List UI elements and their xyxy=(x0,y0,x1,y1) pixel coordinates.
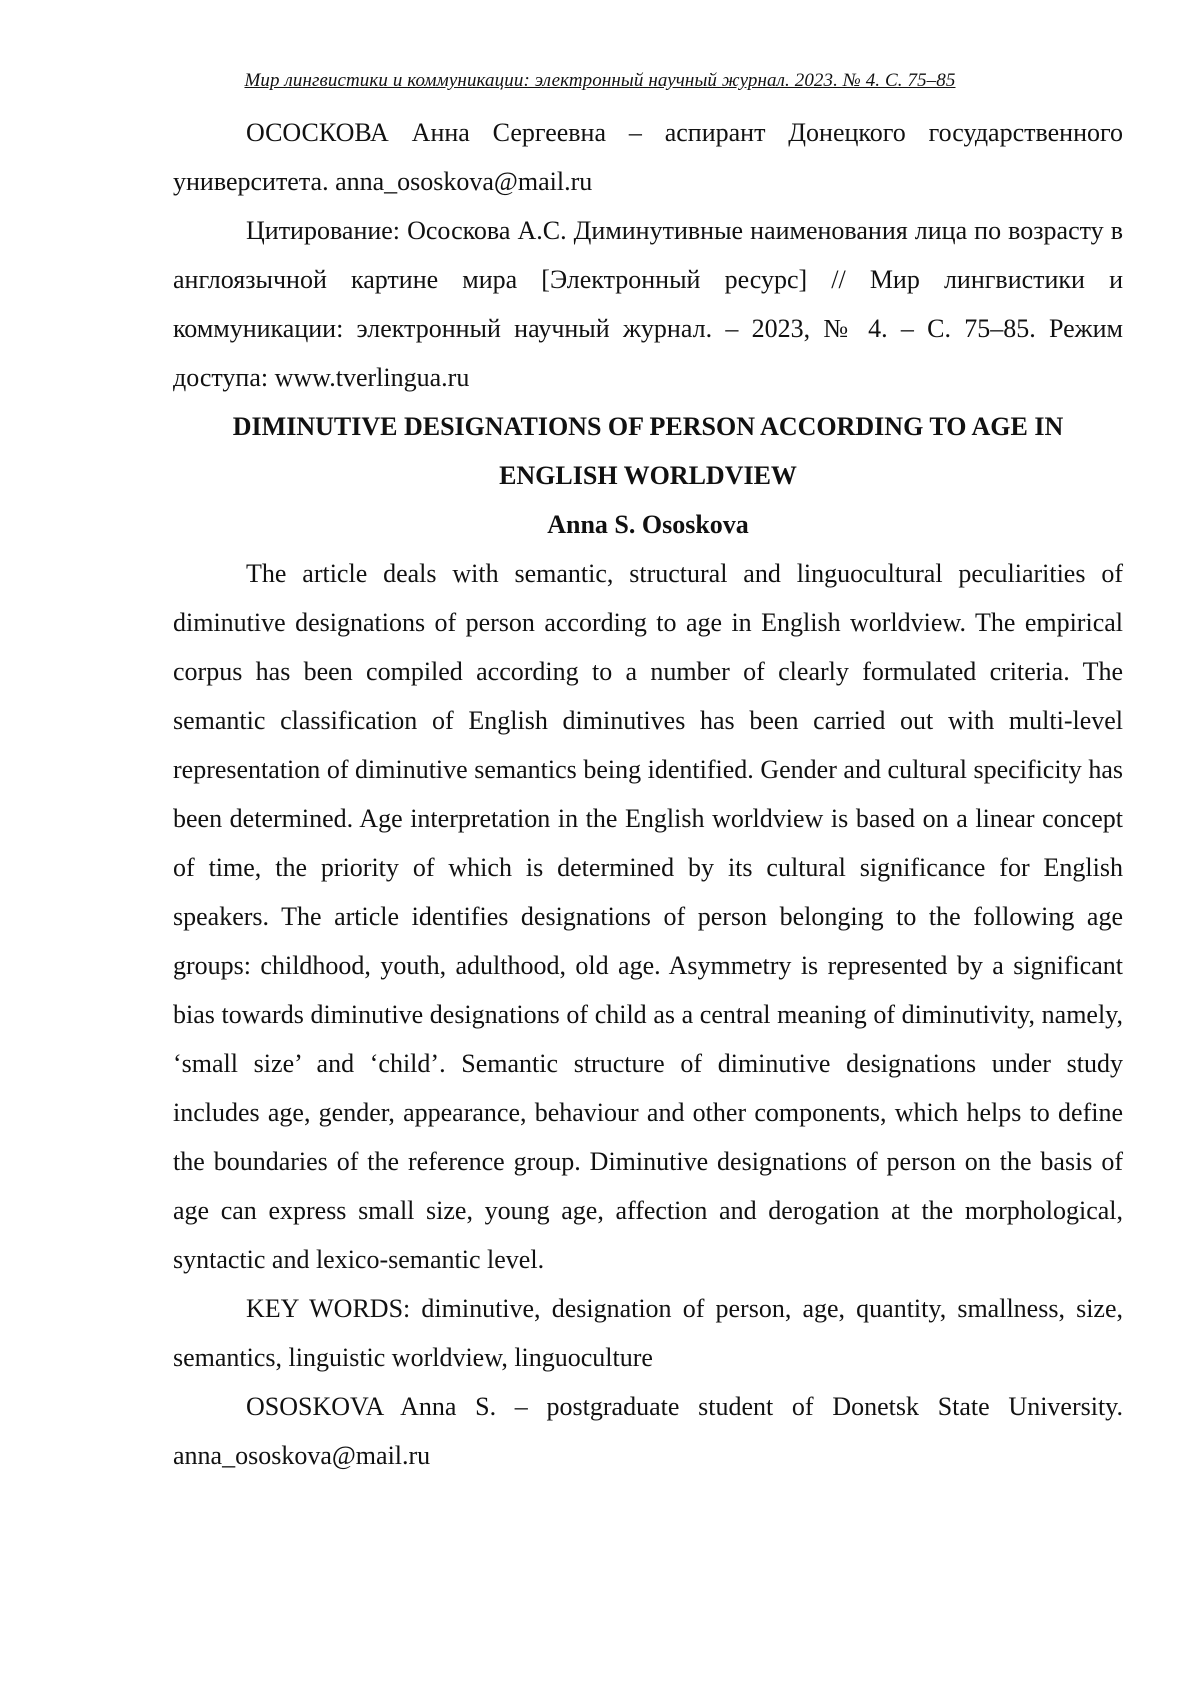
running-header: Мир лингвистики и коммуникации: электронный научный журнал. 2023. № 4. С. 75–85 xyxy=(244,70,956,91)
author-info-ru: ОСОСКОВА Анна Сергеевна – аспирант Донецкого государственного университета. anna_ososkova@mail.ru xyxy=(173,118,1123,196)
keywords-en: KEY WORDS: diminutive, designation of person, age, quantity, smallness, size, semantics, linguistic worldview, linguoculture xyxy=(173,1294,1123,1372)
author-info-en: OSOSKOVA Anna S. – postgraduate student of Donetsk State University. anna_ososkova@mail.ru xyxy=(173,1392,1123,1470)
article-title-en: DIMINUTIVE DESIGNATIONS OF PERSON ACCORDING TO AGE IN ENGLISH WORLDVIEW xyxy=(232,412,1064,490)
author-name-en: Anna S. Ososkova xyxy=(547,510,749,539)
citation-ru: Цитирование: Ососкова А.С. Диминутивные наименования лица по возрасту в англоязычной картине мира [Электронный ресурс] // Мир лингвистики и коммуникации: электронный научный журнал. – 2023, № 4. – С. 75–85. Режим доступа: www.tverlingua.ru xyxy=(173,216,1123,392)
article-body xyxy=(173,108,1123,1480)
abstract-en: The article deals with semantic, structural and linguocultural peculiarities of diminutive designations of person according to age in English worldview. The empirical corpus has been compiled according to a number of clearly formulated criteria. The semantic classification of English diminutives has been carried out with multi-level representation of diminutive semantics being identified. Gender and cultural specificity has been determined. Age interpretation in the English worldview is based on a linear concept of time, the priority of which is determined by its cultural significance for English speakers. The article identifies designations of person belonging to the following age groups: childhood, youth, adulthood, old age. Asymmetry is represented by a significant bias towards diminutive designations of child as a central meaning of diminutivity, namely, ‘small size’ and ‘child’. Semantic structure of diminutive designations under study includes age, gender, appearance, behaviour and other components, which helps to define the boundaries of the reference group. Diminutive designations of person on the basis of age can express small size, young age, affection and derogation at the morphological, syntactic and lexico-semantic level. xyxy=(173,559,1123,1274)
